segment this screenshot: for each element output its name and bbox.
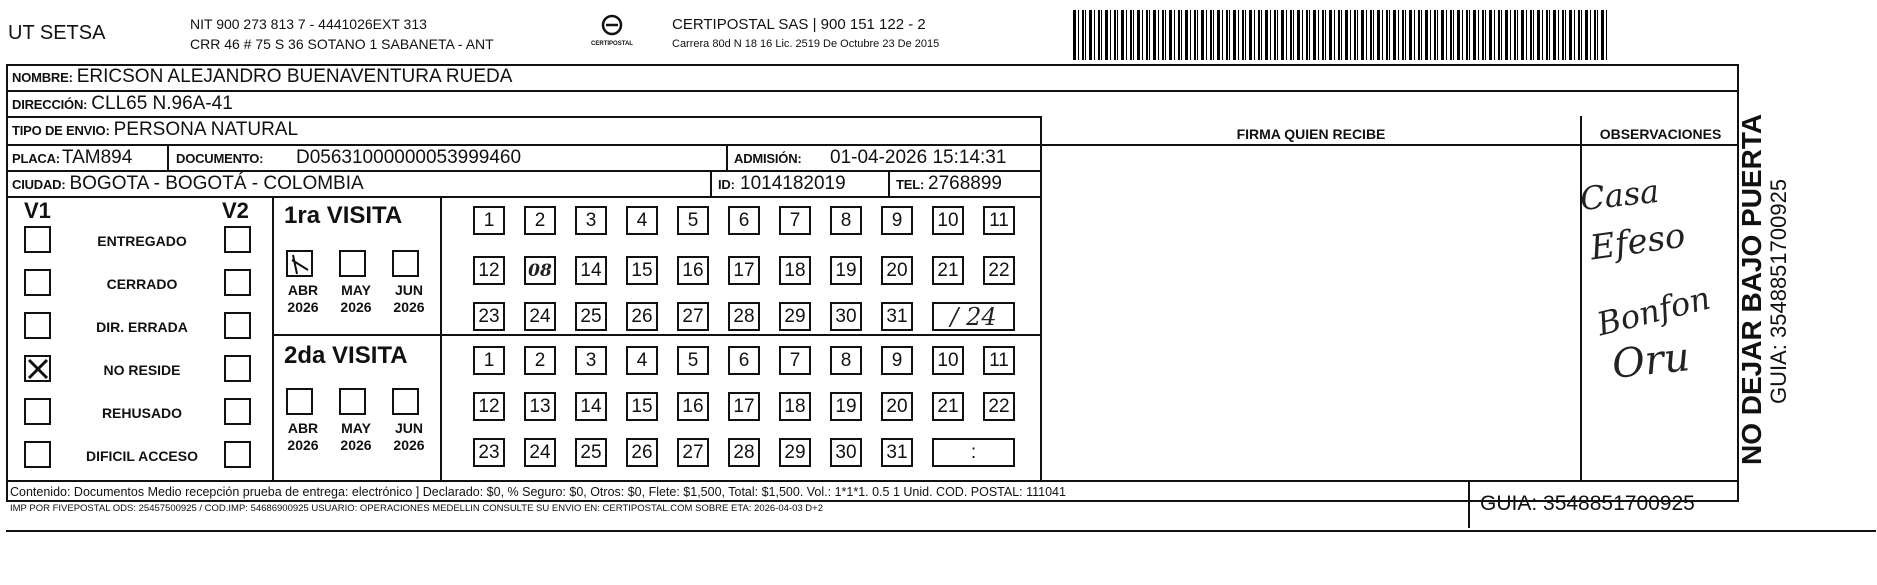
day-box[interactable]: 24 bbox=[524, 302, 556, 331]
v1-label: V1 bbox=[24, 198, 51, 223]
day-box[interactable]: 15 bbox=[626, 256, 658, 285]
observation-line-3: Bonfon bbox=[1593, 278, 1714, 344]
month-name: ABR bbox=[287, 282, 319, 298]
day-box[interactable]: 16 bbox=[677, 256, 709, 285]
logo-icon bbox=[599, 14, 625, 36]
status-option-label: CERRADO bbox=[106, 276, 178, 292]
day-box[interactable]: 19 bbox=[830, 392, 862, 421]
day-box[interactable]: 23 bbox=[473, 302, 505, 331]
day-box[interactable]: 1 bbox=[473, 346, 505, 375]
v2-checkbox[interactable] bbox=[224, 312, 251, 339]
placa-label: PLACA: bbox=[12, 150, 60, 166]
v2-checkbox[interactable] bbox=[224, 398, 251, 425]
day-box[interactable]: 18 bbox=[779, 392, 811, 421]
day-box[interactable]: 3 bbox=[575, 206, 607, 235]
month-name: MAY bbox=[341, 282, 371, 298]
logo-text: CERTIPOSTAL bbox=[591, 41, 633, 47]
day-box[interactable]: 15 bbox=[626, 392, 658, 421]
day-box[interactable]: 29 bbox=[779, 438, 811, 467]
ciudad-label: CIUDAD: bbox=[12, 176, 66, 192]
month-year: 2026 bbox=[393, 299, 425, 315]
v1-checkbox[interactable] bbox=[24, 398, 51, 425]
day-box[interactable]: 2 bbox=[524, 346, 556, 375]
v1-checkbox[interactable] bbox=[24, 226, 51, 253]
day-box[interactable]: 10 bbox=[932, 346, 964, 375]
day-box[interactable]: 20 bbox=[881, 392, 913, 421]
day-box[interactable]: 27 bbox=[677, 438, 709, 467]
day-box[interactable]: 23 bbox=[473, 438, 505, 467]
day-box[interactable]: 13 bbox=[524, 392, 556, 421]
day-box[interactable]: 27 bbox=[677, 302, 709, 331]
day-box[interactable]: 7 bbox=[779, 346, 811, 375]
day-box[interactable]: 2 bbox=[524, 206, 556, 235]
nombre-value: ERICSON ALEJANDRO BUENAVENTURA RUEDA bbox=[76, 66, 513, 87]
day-box[interactable]: 25 bbox=[575, 438, 607, 467]
day-box[interactable]: 19 bbox=[830, 256, 862, 285]
observation-line-2: Efeso bbox=[1587, 215, 1688, 269]
time-box[interactable]: / 24 bbox=[932, 302, 1015, 331]
day-box[interactable]: 5 bbox=[677, 206, 709, 235]
documento-value: D05631000000053999460 bbox=[296, 147, 522, 168]
row-nombre bbox=[6, 64, 1739, 90]
day-box[interactable]: 8 bbox=[830, 206, 862, 235]
tel-value: 2768899 bbox=[928, 173, 1002, 194]
nit-line: NIT 900 273 813 7 - 4441026EXT 313 bbox=[190, 16, 427, 32]
month-label bbox=[337, 420, 375, 454]
day-box[interactable]: 17 bbox=[728, 392, 760, 421]
day-box[interactable]: 6 bbox=[728, 346, 760, 375]
day-box[interactable]: 4 bbox=[626, 346, 658, 375]
month-name: MAY bbox=[341, 420, 371, 436]
certipostal-line1: CERTIPOSTAL SAS | 900 151 122 - 2 bbox=[672, 16, 926, 33]
side-guia: GUIA: 3548851700925 bbox=[1766, 178, 1791, 404]
direccion-value: CLL65 N.96A-41 bbox=[91, 93, 233, 114]
month-year: 2026 bbox=[393, 437, 425, 453]
footer-guia: GUIA: 3548851700925 bbox=[1480, 492, 1695, 515]
footer-line1: Contenido: Documentos Medio recepción prueba de entrega: electrónico ] Declarado: $0, % Seguro: $0, Otros: $0, Flete: $1,500, Total: $1,500. Vol.: 1*1*1. 0.5 1 Unid. COD. POSTAL: 111041 bbox=[10, 485, 1066, 499]
day-box[interactable]: 6 bbox=[728, 206, 760, 235]
tipo-label: TIPO DE ENVIO: bbox=[12, 122, 110, 138]
second-visit-title: 2da VISITA bbox=[284, 342, 408, 369]
address-line: CRR 46 # 75 S 36 SOTANO 1 SABANETA - ANT bbox=[190, 36, 494, 52]
month-label bbox=[390, 282, 428, 316]
bottom-frame bbox=[6, 530, 1876, 532]
month-name: JUN bbox=[394, 420, 423, 436]
day-box[interactable]: 24 bbox=[524, 438, 556, 467]
day-box[interactable]: 20 bbox=[881, 256, 913, 285]
admision-value: 01-04-2026 15:14:31 bbox=[830, 147, 1007, 168]
observation-line-1: Casa bbox=[1578, 171, 1661, 219]
company-name: UT SETSA bbox=[8, 22, 106, 44]
month-label bbox=[284, 420, 322, 454]
month-checkbox[interactable] bbox=[339, 388, 366, 415]
month-year: 2026 bbox=[340, 437, 372, 453]
day-box[interactable]: 8 bbox=[830, 346, 862, 375]
month-label bbox=[337, 282, 375, 316]
month-label bbox=[390, 420, 428, 454]
v1-checkbox[interactable] bbox=[24, 269, 51, 296]
day-box[interactable]: 22 bbox=[983, 256, 1015, 285]
v2-label: V2 bbox=[222, 198, 249, 223]
row-tipo bbox=[6, 116, 1042, 142]
row-placa bbox=[6, 144, 1042, 170]
day-box[interactable]: 28 bbox=[728, 302, 760, 331]
day-box[interactable]: 26 bbox=[626, 438, 658, 467]
day-box[interactable]: 21 bbox=[932, 392, 964, 421]
day-box[interactable]: 22 bbox=[983, 392, 1015, 421]
month-label bbox=[284, 282, 322, 316]
month-checkbox[interactable] bbox=[286, 250, 313, 277]
check-mark-icon bbox=[288, 252, 312, 276]
observation-line-4: Oru bbox=[1609, 334, 1692, 388]
placa-value: TAM894 bbox=[61, 147, 133, 168]
day-box[interactable]: 28 bbox=[728, 438, 760, 467]
status-option-label: DIFICIL ACCESO bbox=[85, 448, 198, 464]
v2-checkbox[interactable] bbox=[224, 269, 251, 296]
tipo-value: PERSONA NATURAL bbox=[113, 119, 299, 140]
day-box[interactable]: 31 bbox=[881, 302, 913, 331]
month-checkbox[interactable] bbox=[392, 388, 419, 415]
month-name: ABR bbox=[287, 420, 319, 436]
status-option-label: REHUSADO bbox=[101, 405, 183, 421]
day-box[interactable]: 08 bbox=[524, 256, 556, 285]
v1-checkbox[interactable] bbox=[24, 312, 51, 339]
status-option-label: ENTREGADO bbox=[97, 233, 187, 249]
day-box[interactable]: 3 bbox=[575, 346, 607, 375]
tel-label: TEL: bbox=[896, 177, 925, 192]
v1-checkbox[interactable] bbox=[24, 355, 51, 382]
ciudad-value: BOGOTA - BOGOTÁ - COLOMBIA bbox=[69, 173, 364, 194]
day-box[interactable]: 17 bbox=[728, 256, 760, 285]
day-box[interactable]: 11 bbox=[983, 206, 1015, 235]
month-year: 2026 bbox=[287, 437, 319, 453]
day-box[interactable]: 12 bbox=[473, 392, 505, 421]
v2-checkbox[interactable] bbox=[224, 355, 251, 382]
row-direccion bbox=[6, 90, 1739, 116]
day-box[interactable]: 10 bbox=[932, 206, 964, 235]
documento-label: DOCUMENTO: bbox=[176, 151, 264, 166]
day-box[interactable]: 14 bbox=[575, 392, 607, 421]
time-box[interactable]: : bbox=[932, 438, 1015, 467]
day-box[interactable]: 9 bbox=[881, 346, 913, 375]
month-year: 2026 bbox=[287, 299, 319, 315]
month-checkbox[interactable] bbox=[339, 250, 366, 277]
day-box[interactable]: 5 bbox=[677, 346, 709, 375]
v2-checkbox[interactable] bbox=[224, 441, 251, 468]
footer-line2: IMP POR FIVEPOSTAL ODS: 25457500925 / COD.IMP: 54686900925 USUARIO: OPERACIONES MEDELLIN CONSULTE SU ENVIO EN: CERTIPOSTAL.COM SOBRE ETA: 2026-04-03 D+2 bbox=[10, 503, 823, 514]
day-box[interactable]: 12 bbox=[473, 256, 505, 285]
day-box[interactable]: 21 bbox=[932, 256, 964, 285]
id-value: 1014182019 bbox=[740, 173, 846, 194]
month-name: JUN bbox=[394, 282, 423, 298]
day-box[interactable]: 16 bbox=[677, 392, 709, 421]
observaciones-label: OBSERVACIONES bbox=[1599, 126, 1722, 142]
day-box[interactable]: 11 bbox=[983, 346, 1015, 375]
first-visit-title: 1ra VISITA bbox=[284, 202, 403, 229]
month-checkbox[interactable] bbox=[392, 250, 419, 277]
day-box[interactable]: 29 bbox=[779, 302, 811, 331]
row-ciudad bbox=[6, 170, 1042, 196]
admision-label: ADMISIÓN: bbox=[734, 151, 802, 166]
v2-checkbox[interactable] bbox=[224, 226, 251, 253]
direccion-label: DIRECCIÓN: bbox=[12, 96, 88, 112]
status-option-label: NO RESIDE bbox=[103, 362, 181, 378]
month-checkbox[interactable] bbox=[286, 388, 313, 415]
barcode bbox=[1073, 10, 1607, 60]
day-box[interactable]: 4 bbox=[626, 206, 658, 235]
day-box[interactable]: 26 bbox=[626, 302, 658, 331]
side-title: NO DEJAR BAJO PUERTA bbox=[1736, 113, 1767, 465]
day-box[interactable]: 14 bbox=[575, 256, 607, 285]
day-box[interactable]: 9 bbox=[881, 206, 913, 235]
status-option-label: DIR. ERRADA bbox=[96, 319, 188, 335]
day-box[interactable]: 30 bbox=[830, 438, 862, 467]
day-box[interactable]: 25 bbox=[575, 302, 607, 331]
day-box[interactable]: 1 bbox=[473, 206, 505, 235]
day-box[interactable]: 7 bbox=[779, 206, 811, 235]
nombre-label: NOMBRE: bbox=[12, 69, 73, 85]
id-label: ID: bbox=[718, 177, 735, 192]
firma-label: FIRMA QUIEN RECIBE bbox=[1236, 126, 1386, 142]
day-box[interactable]: 18 bbox=[779, 256, 811, 285]
v1-checkbox[interactable] bbox=[24, 441, 51, 468]
certipostal-logo bbox=[582, 14, 642, 54]
certipostal-line2: Carrera 80d N 18 16 Lic. 2519 De Octubre 23 De 2015 bbox=[672, 38, 940, 50]
day-box[interactable]: 30 bbox=[830, 302, 862, 331]
day-box[interactable]: 31 bbox=[881, 438, 913, 467]
month-year: 2026 bbox=[340, 299, 372, 315]
check-mark-icon bbox=[26, 357, 50, 381]
